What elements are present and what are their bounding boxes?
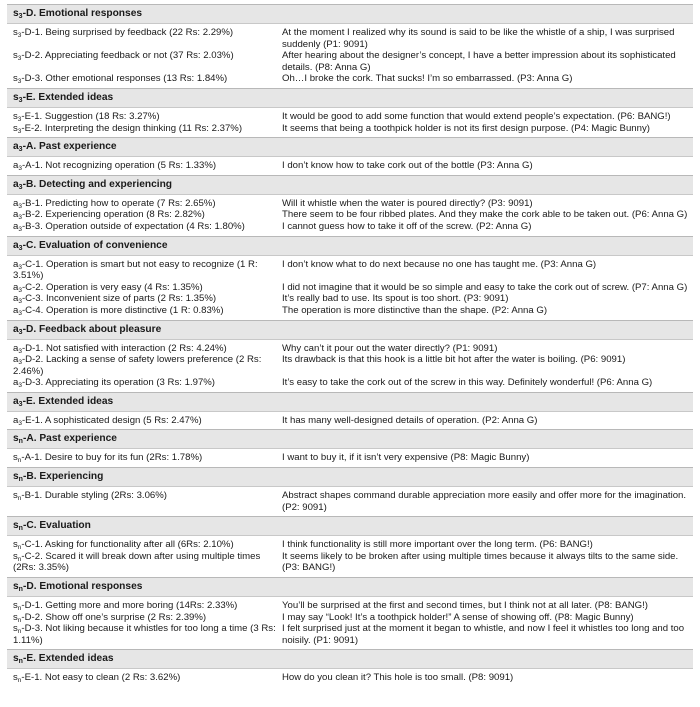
category-subscript: n xyxy=(17,457,22,465)
quote-cell xyxy=(282,600,693,612)
participant-quote: Its drawback is that this hook is a little bit hot after the water is boiling. (P6: 9091) xyxy=(282,354,626,366)
category-code: a xyxy=(13,197,19,209)
category-label: -C-1. Asking for functionality after all (6Rs: 2.10%) xyxy=(21,539,234,551)
section-subscript: n xyxy=(18,438,23,446)
quote-cell xyxy=(282,305,693,317)
table-section xyxy=(7,516,693,577)
quote-cell xyxy=(282,612,693,624)
participant-quote: It’s really bad to use. Its spout is too short. (P3: 9091) xyxy=(282,293,509,305)
section-code: s xyxy=(13,8,19,19)
category-code: a xyxy=(13,220,19,232)
category-subscript: n xyxy=(17,616,22,624)
participant-quote: After hearing about the designer’s concept, I have a better impression about its sophisticated details. (P8: Anna G) xyxy=(282,50,676,73)
category-label: -D-1. Being surprised by feedback (22 Rs: 2.29%) xyxy=(21,27,234,38)
section-code: s xyxy=(13,653,19,665)
table-section xyxy=(7,392,693,430)
table-row xyxy=(7,209,693,221)
section-subscript: 3 xyxy=(18,146,23,154)
quote-cell xyxy=(282,198,693,210)
category-code: a xyxy=(13,342,19,354)
table-row xyxy=(7,551,693,574)
quote-cell xyxy=(282,123,693,135)
participant-quote: I think functionality is still more important over the long term. (P6: BANG!) xyxy=(282,539,593,551)
category-subscript: 3 xyxy=(18,263,22,271)
table-row xyxy=(7,612,693,624)
category-subscript: n xyxy=(17,544,22,552)
category-label: -A-1. Desire to buy for its fun (2Rs: 1.78%) xyxy=(21,452,203,464)
participant-quote: I did not imagine that it would be so simple and easy to take the cork out of screw. (P7: Anna G) xyxy=(282,281,688,293)
category-subscript: 3 xyxy=(18,165,22,173)
table-section xyxy=(7,175,693,236)
section-heading xyxy=(7,650,693,669)
table-section xyxy=(7,649,693,687)
participant-quote: Why can’t it pour out the water directly? (P1: 9091) xyxy=(282,342,498,354)
results-table xyxy=(7,4,693,687)
participant-quote: The operation is more distinctive than the shape. (P2: Anna G) xyxy=(282,304,548,316)
category-label: -D-3. Not liking because it whistles for too long a time (3 Rs: 1.11%) xyxy=(13,623,276,646)
category-subscript: 3 xyxy=(18,309,22,317)
table-row xyxy=(7,354,693,377)
category-label: -E-2. Interpreting the design thinking (11 Rs: 2.37%) xyxy=(21,122,243,134)
category-label: -B-1. Predicting how to operate (7 Rs: 2.65%) xyxy=(21,197,216,209)
section-subscript: 3 xyxy=(18,400,23,408)
quote-cell xyxy=(282,415,693,427)
quote-cell xyxy=(282,259,693,282)
quote-cell xyxy=(282,293,693,305)
participant-quote: It seems likely to be broken after using multiple times because it always tilts to the same side. (P3: BANG!) xyxy=(282,550,679,574)
section-subscript: 3 xyxy=(18,328,23,336)
table-row xyxy=(7,282,693,294)
section-heading xyxy=(7,578,693,597)
category-subscript: 3 xyxy=(17,78,22,86)
category-subscript: 3 xyxy=(18,347,22,355)
category-cell xyxy=(7,377,282,389)
section-subscript: n xyxy=(18,525,23,533)
category-subscript: n xyxy=(17,495,22,503)
category-cell xyxy=(7,209,282,221)
section-heading xyxy=(7,321,693,340)
category-label: -C-3. Inconvenient size of parts (2 Rs: 1.35%) xyxy=(21,293,217,305)
category-subscript: n xyxy=(17,605,22,613)
quote-cell xyxy=(282,209,693,221)
participant-quote: At the moment I realized why its sound is said to be like the whistle of a ship, I was surprised suddenly (P1: 9091) xyxy=(282,27,675,50)
category-cell xyxy=(7,354,282,377)
participant-quote: I don’t know how to take cork out of the bottle (P3: Anna G) xyxy=(282,160,533,172)
quote-cell xyxy=(282,490,693,513)
category-subscript: 3 xyxy=(18,225,22,233)
participant-quote: It’s easy to take the cork out of the screw in this way. Definitely wonderful! (P6: Anna G) xyxy=(282,377,653,389)
table-row xyxy=(7,293,693,305)
quote-cell xyxy=(282,282,693,294)
category-code: a xyxy=(13,304,19,316)
category-cell xyxy=(7,551,282,574)
quote-cell xyxy=(282,377,693,389)
participant-quote: I may say “Look! It’s a toothpick holder!” A sense of showing off. (P8: Magic Bunny) xyxy=(282,611,634,623)
category-cell xyxy=(7,282,282,294)
category-subscript: 3 xyxy=(18,214,22,222)
section-subscript: 3 xyxy=(18,96,23,104)
participant-quote: It would be good to add some function that would extend people’s expectation. (P6: BANG!) xyxy=(282,110,671,122)
category-cell xyxy=(7,343,282,355)
quote-cell xyxy=(282,27,693,50)
category-code: a xyxy=(13,209,19,221)
table-section xyxy=(7,137,693,175)
section-subscript: n xyxy=(18,658,23,666)
quote-cell xyxy=(282,221,693,233)
category-label: -C-4. Operation is more distinctive (1 R: 0.83%) xyxy=(21,304,224,316)
quote-cell xyxy=(282,354,693,377)
section-subscript: 3 xyxy=(18,244,23,252)
category-cell xyxy=(7,259,282,282)
category-label: -D-2. Show off one’s surprise (2 Rs: 2.39%) xyxy=(21,611,207,623)
category-subscript: 3 xyxy=(18,359,22,367)
category-cell xyxy=(7,73,282,85)
table-section xyxy=(7,4,693,88)
category-cell xyxy=(7,539,282,551)
section-heading xyxy=(7,138,693,157)
category-cell xyxy=(7,600,282,612)
category-cell xyxy=(7,293,282,305)
section-code: s xyxy=(13,91,19,103)
category-code: a xyxy=(13,281,19,293)
category-cell xyxy=(7,50,282,73)
category-cell xyxy=(7,612,282,624)
table-row xyxy=(7,415,693,427)
table-row xyxy=(7,123,693,135)
section-title: -A. Past experience xyxy=(22,433,117,445)
category-label: -A-1. Not recognizing operation (5 Rs: 1.33%) xyxy=(21,160,217,172)
table-section xyxy=(7,236,693,320)
section-heading xyxy=(7,5,693,24)
category-subscript: 3 xyxy=(17,55,22,63)
table-row xyxy=(7,600,693,612)
section-title: -E. Extended ideas xyxy=(22,395,114,407)
section-subscript: n xyxy=(18,586,23,594)
section-code: s xyxy=(13,581,19,593)
table-row xyxy=(7,305,693,317)
category-subscript: n xyxy=(17,628,22,636)
participant-quote: I cannot guess how to take it off of the screw. (P2: Anna G) xyxy=(282,220,532,232)
table-row xyxy=(7,490,693,513)
category-code: a xyxy=(13,414,19,426)
table-row xyxy=(7,623,693,646)
category-code: a xyxy=(13,293,19,305)
category-cell xyxy=(7,111,282,123)
category-code: s xyxy=(13,672,18,684)
section-heading xyxy=(7,430,693,449)
quote-cell xyxy=(282,73,693,85)
table-row xyxy=(7,539,693,551)
table-row xyxy=(7,160,693,172)
category-code: s xyxy=(13,73,18,85)
category-label: -E-1. Not easy to clean (2 Rs: 3.62%) xyxy=(21,672,181,684)
category-code: s xyxy=(13,490,18,502)
participant-quote: Oh…I broke the cork. That sucks! I’m so embarrassed. (P3: Anna G) xyxy=(282,73,573,85)
section-heading xyxy=(7,176,693,195)
category-code: s xyxy=(13,27,18,38)
category-code: s xyxy=(13,452,18,464)
table-section xyxy=(7,577,693,649)
quote-cell xyxy=(282,452,693,464)
table-row xyxy=(7,343,693,355)
table-section xyxy=(7,467,693,516)
category-label: -B-2. Experiencing operation (8 Rs: 2.82%) xyxy=(21,209,205,221)
table-row xyxy=(7,377,693,389)
participant-quote: I felt surprised just at the moment it began to whistle, and now I feel it whistles too long and too noisily. (P1: 9091) xyxy=(282,623,685,646)
quote-cell xyxy=(282,343,693,355)
category-subscript: 3 xyxy=(18,298,22,306)
category-label: -C-1. Operation is smart but not easy to recognize (1 R: 3.51%) xyxy=(13,258,258,282)
section-subscript: 3 xyxy=(18,13,23,20)
category-cell xyxy=(7,27,282,50)
category-label: -C-2. Operation is very easy (4 Rs: 1.35%) xyxy=(21,281,203,293)
table-section xyxy=(7,429,693,467)
category-code: s xyxy=(13,623,18,635)
category-label: -D-1. Not satisfied with interaction (2 Rs: 4.24%) xyxy=(21,342,227,354)
section-title: -B. Experiencing xyxy=(22,471,104,483)
section-title: -A. Past experience xyxy=(22,141,117,153)
section-title: -E. Extended ideas xyxy=(22,653,114,665)
section-code: a xyxy=(13,141,19,153)
participant-quote: I want to buy it, if it isn’t very expensive (P8: Magic Bunny) xyxy=(282,452,530,464)
participant-quote: I don’t know what to do next because no one has taught me. (P3: Anna G) xyxy=(282,258,597,270)
category-code: s xyxy=(13,600,18,612)
table-row xyxy=(7,111,693,123)
category-label: -D-3. Other emotional responses (13 Rs: 1.84%) xyxy=(21,73,228,85)
quote-cell xyxy=(282,672,693,684)
section-title: -C. Evaluation xyxy=(22,520,91,532)
category-label: -E-1. A sophisticated design (5 Rs: 2.47%) xyxy=(21,414,202,426)
quote-cell xyxy=(282,539,693,551)
section-heading xyxy=(7,517,693,536)
category-code: s xyxy=(13,550,18,562)
quote-cell xyxy=(282,551,693,574)
table-row xyxy=(7,221,693,233)
category-code: s xyxy=(13,539,18,551)
category-label: -C-2. Scared it will break down after using multiple times (2Rs: 3.35%) xyxy=(13,550,261,574)
category-cell xyxy=(7,415,282,427)
section-heading xyxy=(7,468,693,487)
category-label: -D-2. Appreciating feedback or not (37 Rs: 2.03%) xyxy=(21,50,234,62)
category-cell xyxy=(7,490,282,513)
category-code: a xyxy=(13,160,19,172)
category-subscript: 3 xyxy=(17,127,22,135)
participant-quote: There seem to be four ribbed plates. And they make the cork able to be taken out. (P6: Anna G) xyxy=(282,209,688,221)
category-code: a xyxy=(13,258,19,270)
section-code: a xyxy=(13,323,19,335)
category-label: -B-3. Operation outside of expectation (4 Rs: 1.80%) xyxy=(21,220,245,232)
section-subscript: 3 xyxy=(18,183,23,191)
section-title: -B. Detecting and experiencing xyxy=(22,178,173,190)
category-code: s xyxy=(13,122,18,134)
table-row xyxy=(7,50,693,73)
category-subscript: 3 xyxy=(18,286,22,294)
category-code: a xyxy=(13,377,19,389)
participant-quote: Abstract shapes command durable appreciation more easily and offer more for the imagination. (P2: 9091) xyxy=(282,490,687,513)
category-code: s xyxy=(13,611,18,623)
section-heading xyxy=(7,89,693,108)
category-label: -D-2. Lacking a sense of safety lowers preference (2 Rs: 2.46%) xyxy=(13,354,262,377)
participant-quote: It has many well-designed details of operation. (P2: Anna G) xyxy=(282,414,538,426)
table-row xyxy=(7,198,693,210)
category-code: a xyxy=(13,354,19,366)
category-subscript: 3 xyxy=(18,419,22,427)
category-label: -B-1. Durable styling (2Rs: 3.06%) xyxy=(21,490,167,502)
section-subscript: n xyxy=(18,476,23,484)
category-subscript: n xyxy=(17,555,22,563)
section-title: -E. Extended ideas xyxy=(22,91,114,103)
category-cell xyxy=(7,198,282,210)
category-code: s xyxy=(13,50,18,62)
section-heading xyxy=(7,237,693,256)
section-code: a xyxy=(13,178,19,190)
table-row xyxy=(7,73,693,85)
quote-cell xyxy=(282,160,693,172)
table-row xyxy=(7,27,693,50)
category-subscript: n xyxy=(17,677,22,685)
category-cell xyxy=(7,123,282,135)
category-cell xyxy=(7,452,282,464)
table-section xyxy=(7,320,693,392)
participant-quote: You’ll be surprised at the first and second times, but I think not at all later. (P8: BANG!) xyxy=(282,600,648,612)
quote-cell xyxy=(282,50,693,73)
table-section xyxy=(7,88,693,137)
quote-cell xyxy=(282,623,693,646)
category-cell xyxy=(7,160,282,172)
category-code: s xyxy=(13,110,18,122)
category-subscript: 3 xyxy=(17,32,22,39)
section-title: -D. Emotional responses xyxy=(22,581,143,593)
section-heading xyxy=(7,393,693,412)
participant-quote: How do you clean it? This hole is too small. (P8: 9091) xyxy=(282,672,514,684)
category-subscript: 3 xyxy=(17,115,22,123)
category-cell xyxy=(7,305,282,317)
quote-cell xyxy=(282,111,693,123)
table-row xyxy=(7,259,693,282)
section-title: -D. Emotional responses xyxy=(22,8,143,19)
section-code: a xyxy=(13,239,19,251)
category-label: -D-1. Getting more and more boring (14Rs: 2.33%) xyxy=(21,600,238,612)
category-subscript: 3 xyxy=(18,382,22,390)
category-cell xyxy=(7,221,282,233)
section-code: s xyxy=(13,471,19,483)
category-label: -E-1. Suggestion (18 Rs: 3.27%) xyxy=(21,110,160,122)
section-title: -D. Feedback about pleasure xyxy=(22,323,162,335)
participant-quote: It seems that being a toothpick holder is not its first design purpose. (P4: Magic Bunny) xyxy=(282,122,650,134)
category-subscript: 3 xyxy=(18,202,22,210)
category-cell xyxy=(7,672,282,684)
section-code: a xyxy=(13,395,19,407)
category-cell xyxy=(7,623,282,646)
section-code: s xyxy=(13,520,19,532)
table-row xyxy=(7,672,693,684)
table-row xyxy=(7,452,693,464)
category-label: -D-3. Appreciating its operation (3 Rs: 1.97%) xyxy=(21,377,216,389)
section-title: -C. Evaluation of convenience xyxy=(22,239,168,251)
section-code: s xyxy=(13,433,19,445)
participant-quote: Will it whistle when the water is poured directly? (P3: 9091) xyxy=(282,197,533,209)
